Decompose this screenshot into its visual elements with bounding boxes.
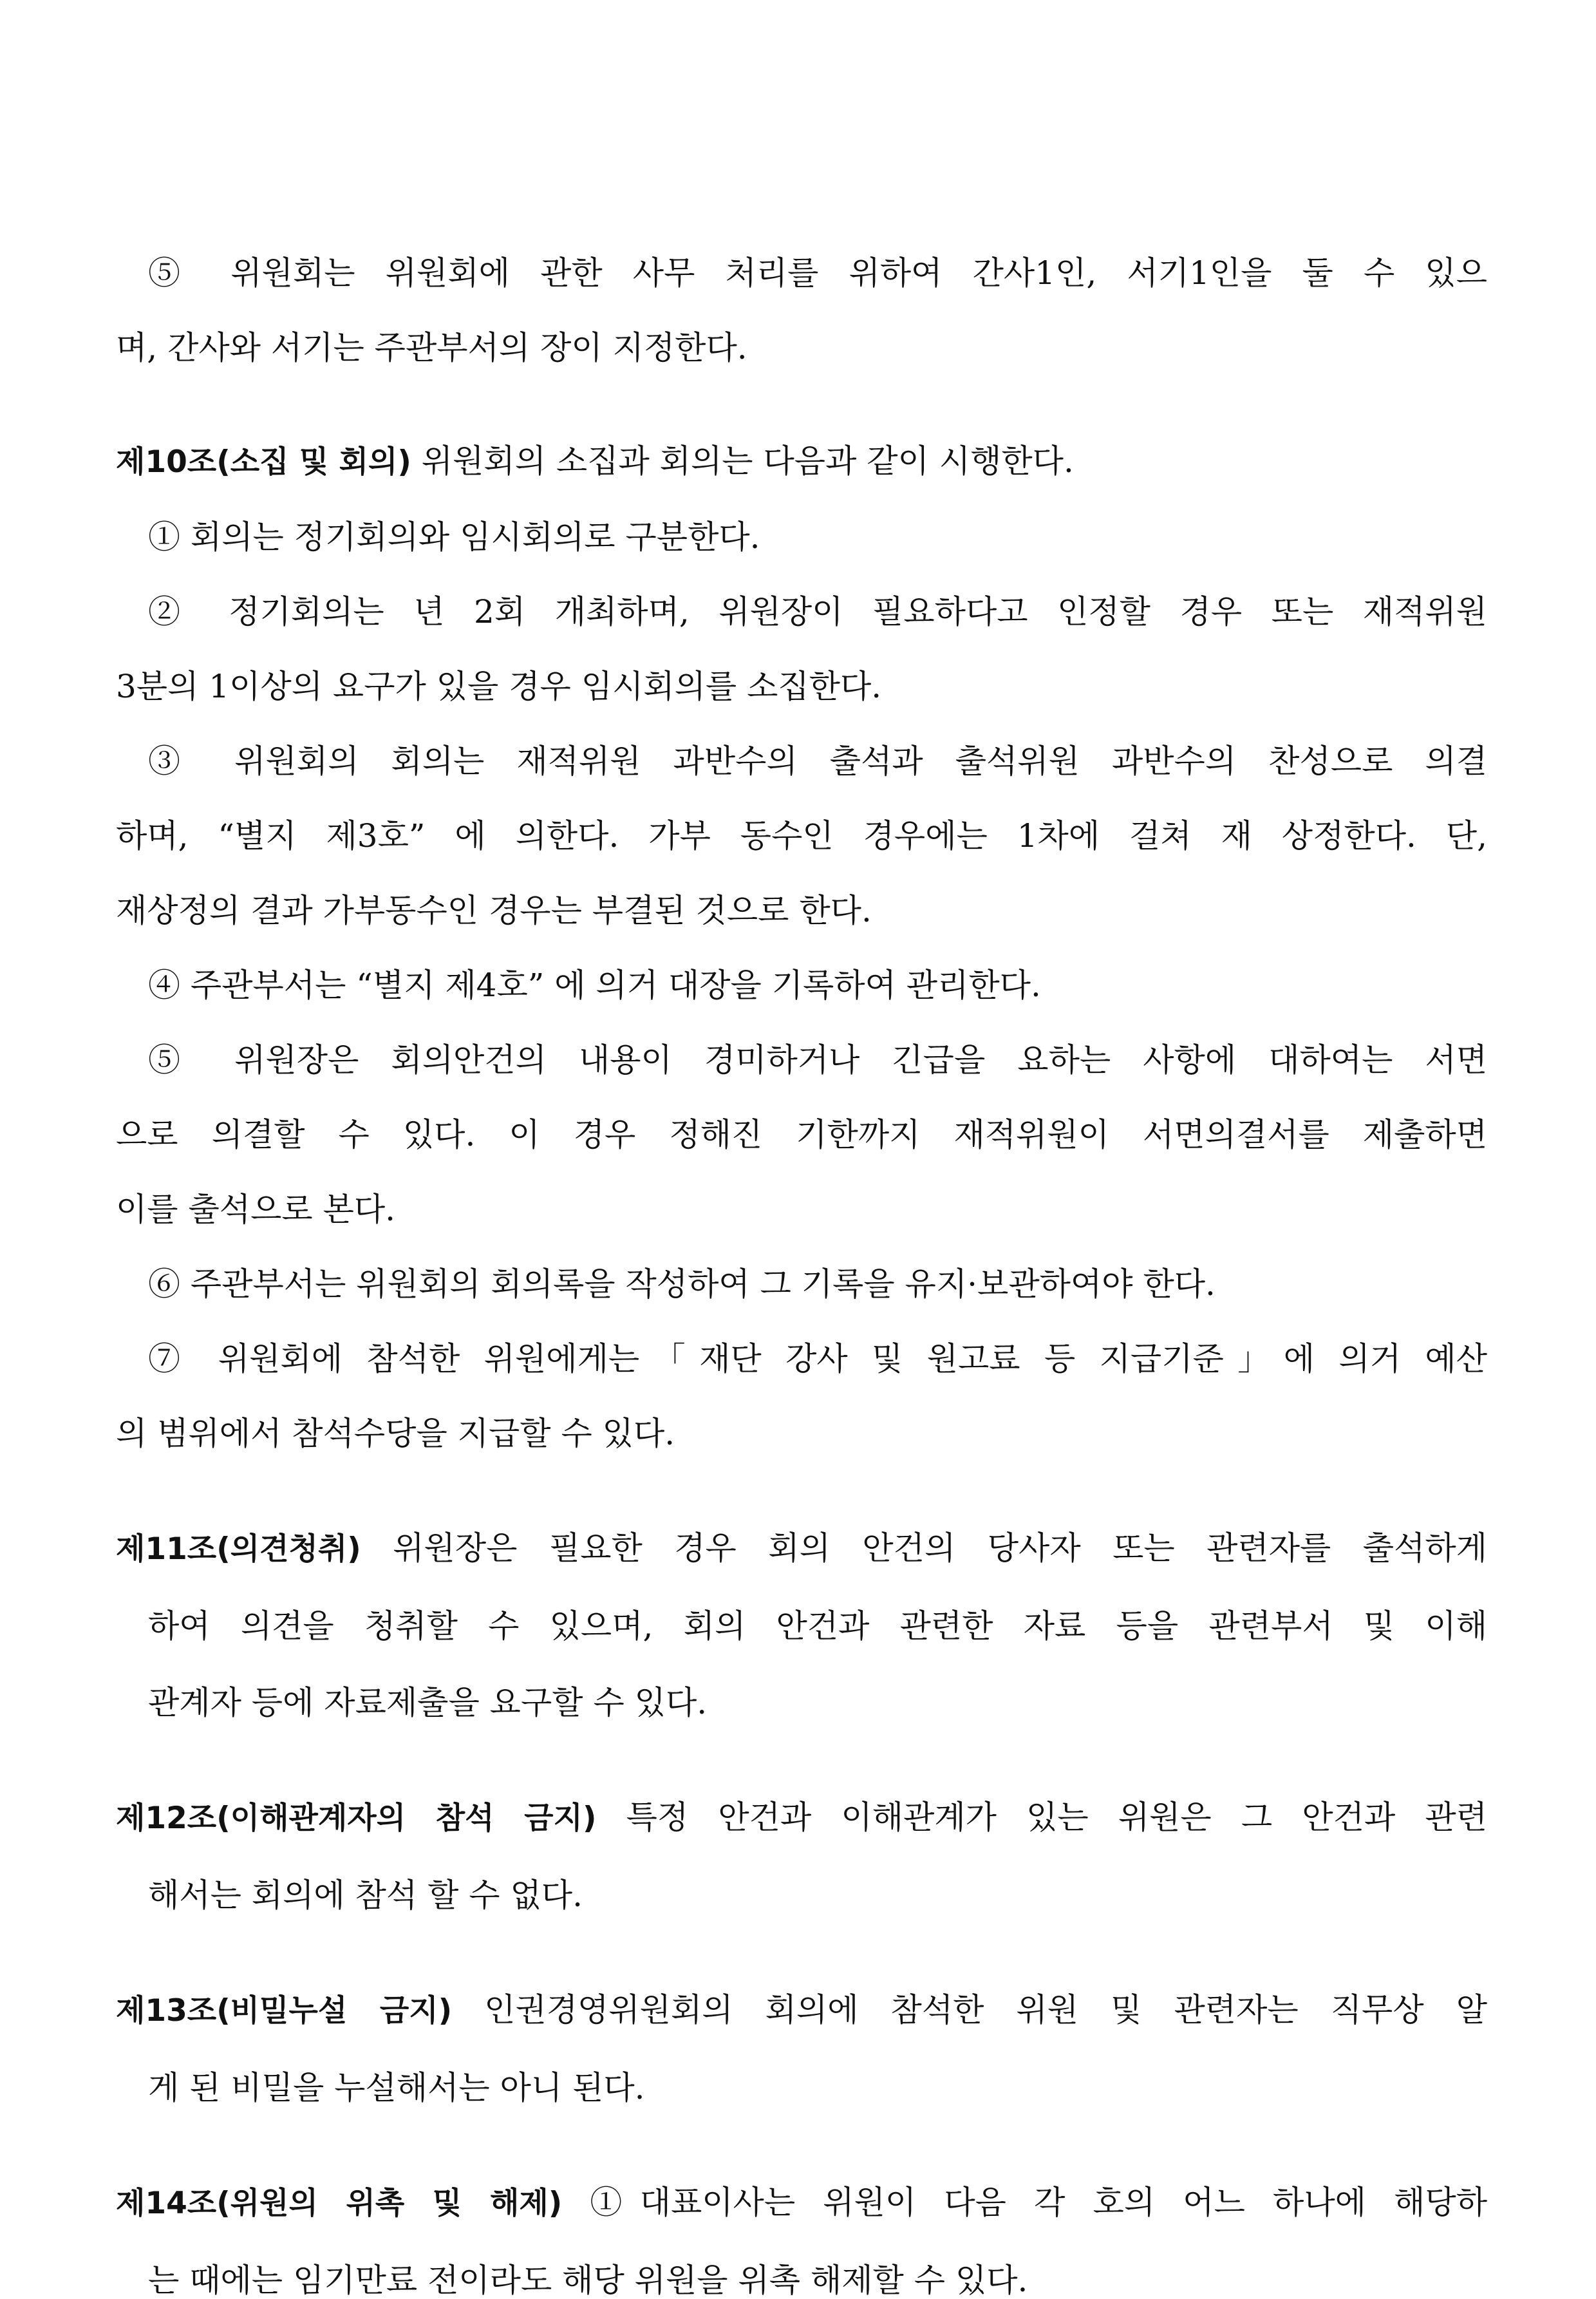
paragraph-line: ⑤ 위원회는 위원회에 관한 사무 처리를 위하여 간사1인, 서기1인을 둘 수 있으 [148,254,1487,292]
paragraph-line: ⑦ 위원회에 참석한 위원에게는「재단 강사 및 원고료 등 지급기준」에 의거 예산 [148,1340,1487,1377]
article11-heading [116,1529,1487,1568]
article14-title: 제14조(위원의 위촉 및 해제) [116,2186,563,2221]
article13-heading [116,1991,1487,2030]
article11 [116,1529,1487,1721]
paragraph-line: 하며, “별지 제3호” 에 의한다. 가부 동수인 경우에는 1차에 걸쳐 재 상정한다. 단, [116,817,1487,855]
paragraph-line: ⑥ 주관부서는 위원회의 회의록을 작성하여 그 기록을 유지·보관하여야 한다. [148,1265,1216,1303]
paragraph-line: 하여 의견을 청취할 수 있으며, 회의 안건과 관련한 자료 등을 관련부서 및 이해 [148,1607,1487,1645]
paragraph-line: 해서는 회의에 참석 할 수 없다. [148,1877,583,1914]
paragraph-line: ④ 주관부서는 “별지 제4호” 에 의거 대장을 기록하여 관리한다. [148,967,1041,1004]
article12-heading [116,1799,1487,1837]
article10-intro: 위원회의 소집과 회의는 다음과 같이 시행한다. [411,442,1074,480]
article13-title: 제13조(비밀누설 금지) [116,1993,453,2029]
paragraph-line: 며, 간사와 서기는 주관부서의 장이 지정한다. [116,329,747,366]
paragraph-line: 재상정의 결과 가부동수인 경우는 부결된 것으로 한다. [116,892,872,929]
article11-intro: 위원장은 필요한 경우 회의 안건의 당사자 또는 관련자를 출석하게 [361,1529,1487,1567]
document-page [116,254,1487,2299]
article10 [116,442,1487,1452]
paragraph-line: 의 범위에서 참석수당을 지급할 수 있다. [116,1415,675,1452]
article10-heading [116,442,1487,481]
paragraph-line: ③ 위원회의 회의는 재적위원 과반수의 출석과 출석위원 과반수의 찬성으로 의결 [148,743,1487,780]
article14-intro: ①대표이사는 위원이 다음 각 호의 어느 하나에 해당하 [562,2184,1487,2221]
article10-title: 제10조(소집 및 회의) [116,444,411,480]
article13 [116,1991,1487,2106]
article9-paragraph5 [116,254,1487,366]
article11-title: 제11조(의견청취) [116,1531,361,1567]
article14 [116,2184,1487,2299]
article12-title: 제12조(이해관계자의 참석 금지) [116,1801,597,1836]
paragraph-line: ⑤ 위원장은 회의안건의 내용이 경미하거나 긴급을 요하는 사항에 대하여는 서면 [148,1041,1488,1079]
paragraph-line: 으로 의결할 수 있다. 이 경우 정해진 기한까지 재적위원이 서면의결서를 제출하면 [116,1116,1487,1153]
article12-intro: 특정 안건과 이해관계가 있는 위원은 그 안건과 관련 [596,1799,1488,1836]
paragraph-line: 3분의 1이상의 요구가 있을 경우 임시회의를 소집한다. [116,668,882,705]
paragraph-line: 관계자 등에 자료제출을 요구할 수 있다. [148,1684,708,1721]
paragraph-line: 이를 출석으로 본다. [116,1191,396,1228]
article13-intro: 인권경영위원회의 회의에 참석한 위원 및 관련자는 직무상 알 [452,1991,1487,2029]
paragraph-line: 게 된 비밀을 누설해서는 아니 된다. [148,2069,645,2106]
paragraph-line: 는 때에는 임기만료 전이라도 해당 위원을 위촉 해제할 수 있다. [148,2262,1028,2299]
paragraph-line: ① 회의는 정기회의와 임시회의로 구분한다. [148,518,760,556]
article14-heading [116,2184,1487,2222]
paragraph-line: ② 정기회의는 년 2회 개최하며, 위원장이 필요하다고 인정할 경우 또는 재적위원 [148,593,1487,630]
article12 [116,1799,1487,1914]
